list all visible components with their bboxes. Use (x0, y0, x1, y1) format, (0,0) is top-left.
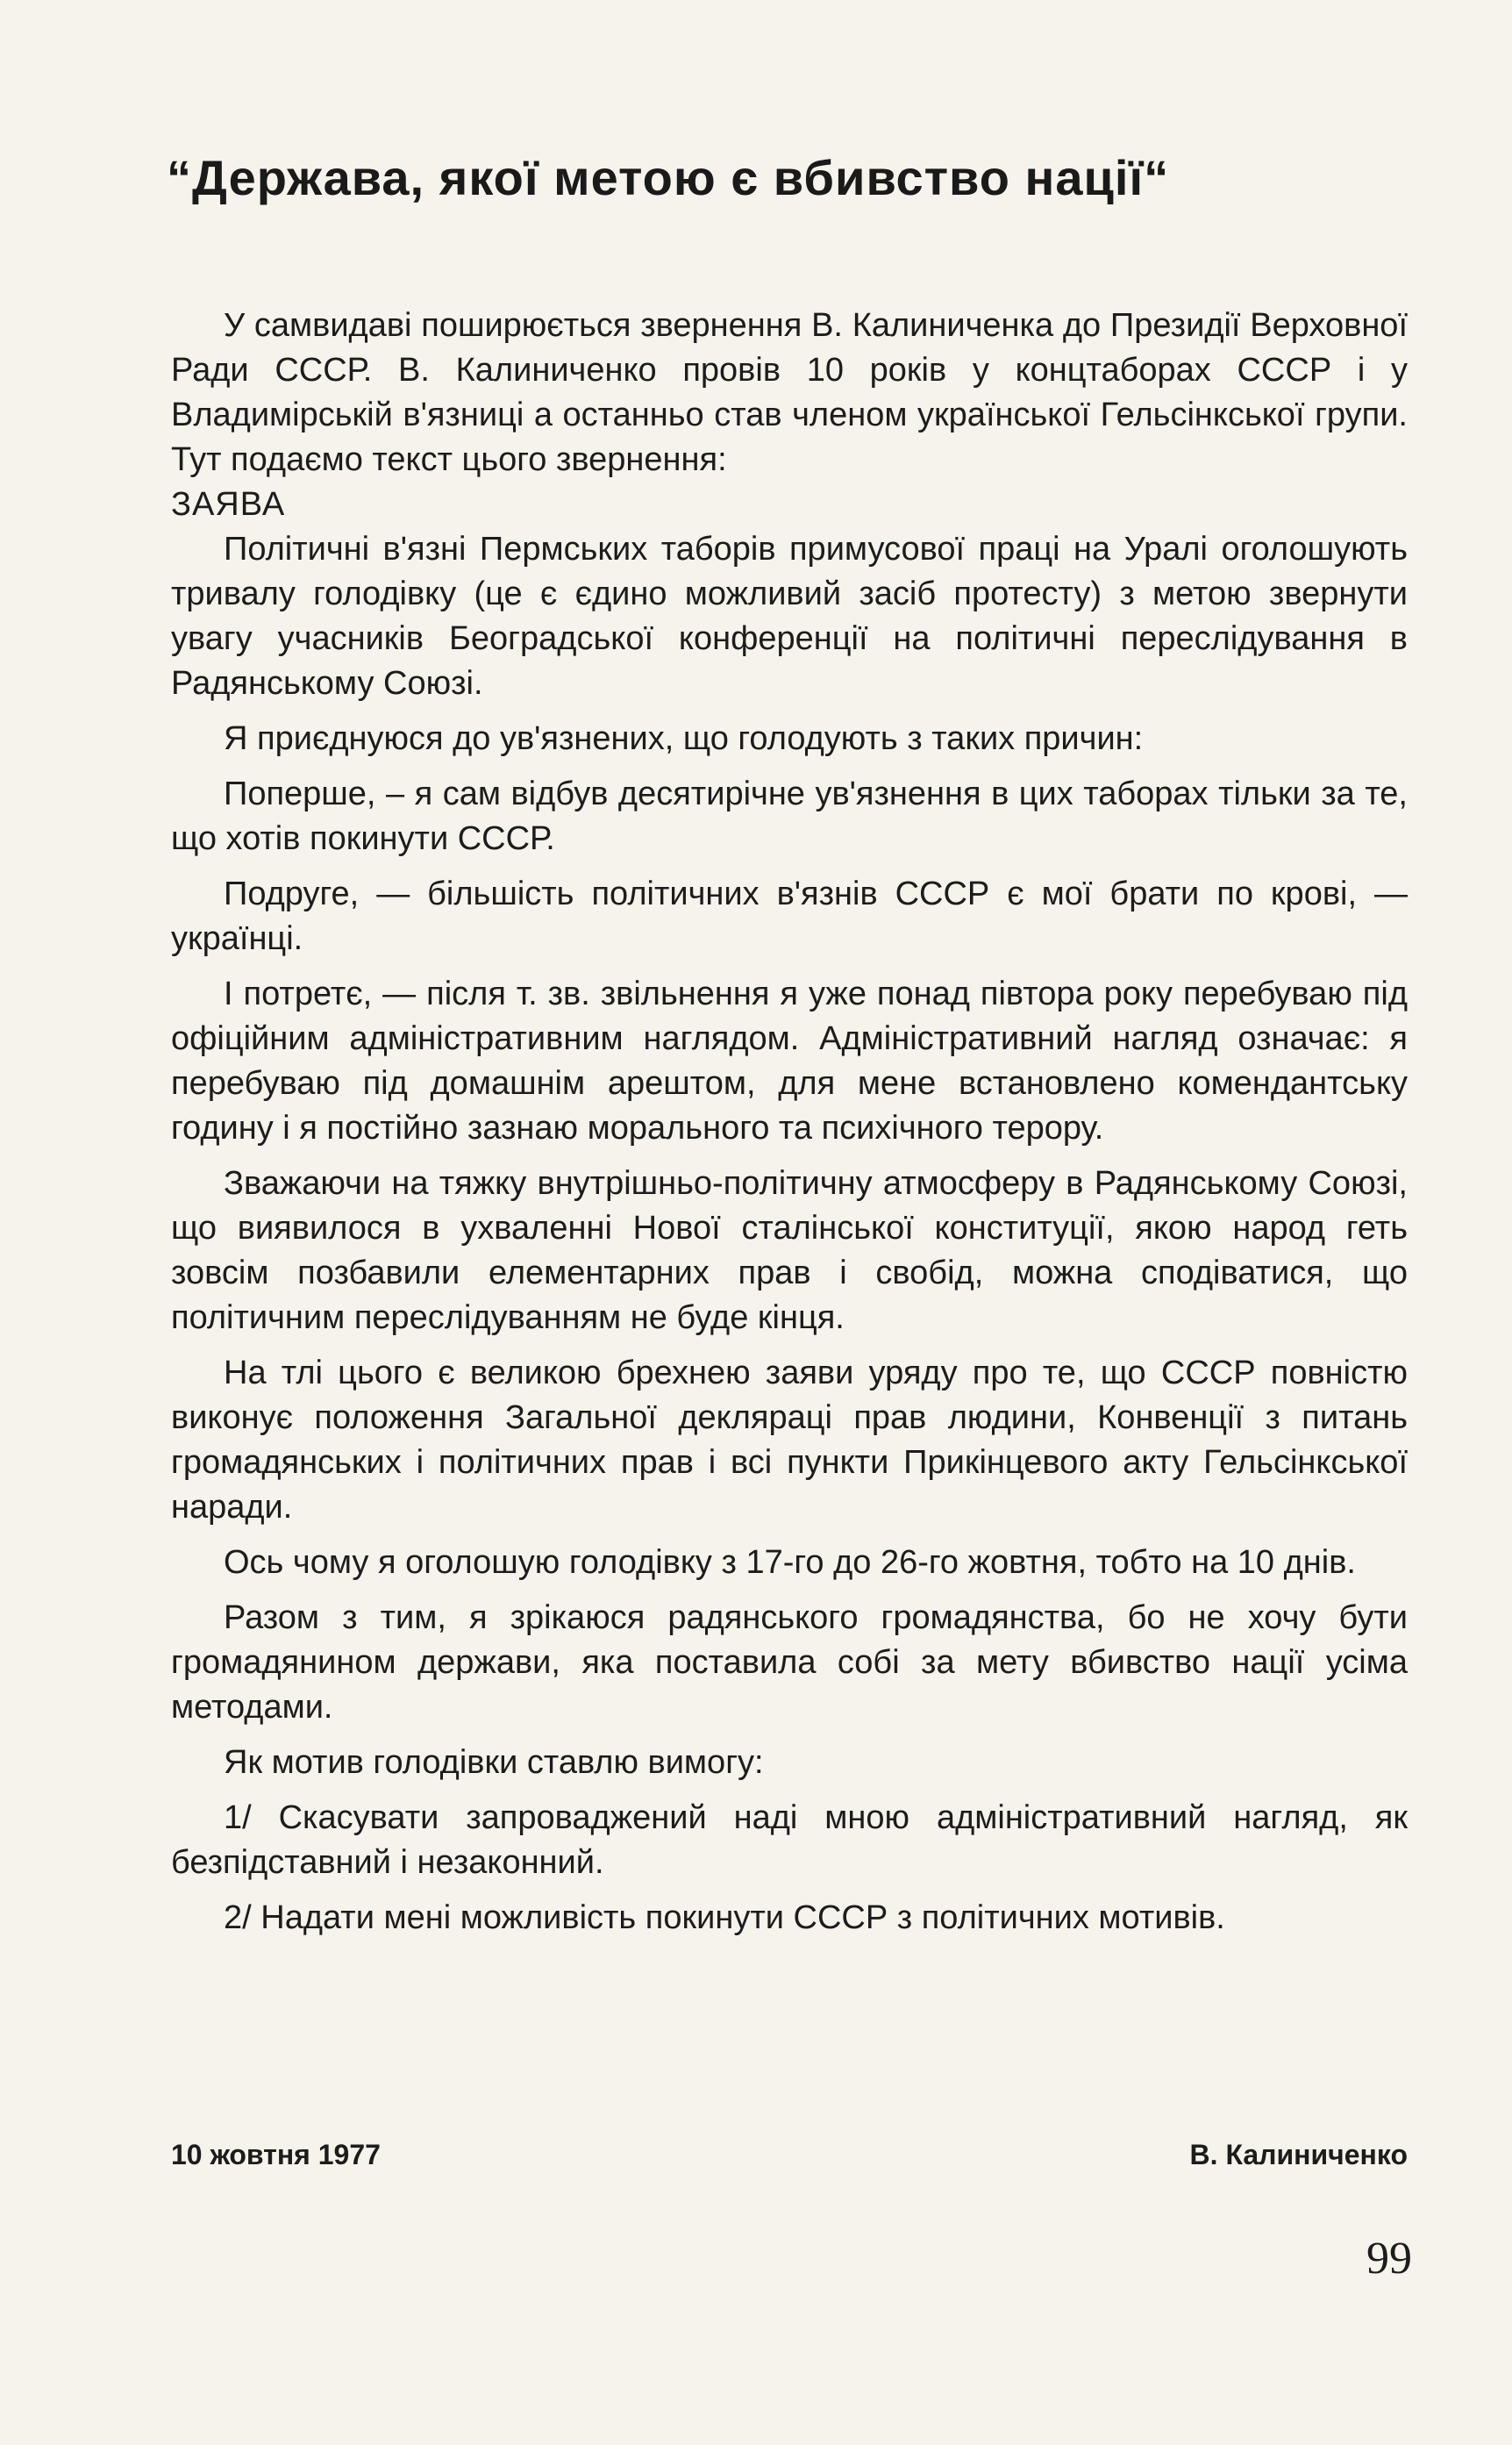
paragraph: Як мотив голодівки ставлю вимогу: (224, 1744, 764, 1781)
paragraph: І потретє, — після т. зв. звільнення я уже понад півтора року перебуваю під офіційним адміністративним наглядом. Адміністративний нагляд означає: я перебуваю під домашнім арештом, для мене встановлено комендантську годину і я постійно зазнаю морального та психічного терору. (171, 976, 1408, 1147)
paragraph: Поперше, – я сам відбув десятирічне ув'язнення в цих таборах тільки за те, що хотів покинути СССР. (171, 776, 1408, 857)
demand-item: 1/ Скасувати запроваджений наді мною адміністративний нагляд, як безпідставний і незаконний. (171, 1799, 1408, 1881)
page-title: “Держава, якої метою є вбивство нації“ (167, 150, 1170, 205)
paragraph: Разом з тим, я зрікаюся радянського громадянства, бо не хочу бути громадянином держави, яка поставила собі за мету вбивство нації усіма методами. (171, 1599, 1408, 1726)
page-number: 99 (1366, 2234, 1412, 2284)
paragraph: Зважаючи на тяжку внутрішньо-політичну атмосферу в Радянському Союзі, що виявилося в ухваленні Нової сталінської конституції, якою народ геть зовсім позбавили елементарних прав і свобід, можна сподіватися, що політичним переслідуванням не буде кінця. (171, 1165, 1408, 1336)
paragraph: Я приєднуюся до ув'язнених, що голодують з таких причин: (224, 720, 1144, 757)
article-body (171, 304, 1408, 1951)
paragraph: Політичні в'язні Пермських таборів примусової праці на Уралі оголошують тривалу голодівку (це є єдино можливий засіб протесту) з метою звернути увагу учасників Београдської конференції на політичні переслідування в Радянському Союзі. (171, 531, 1408, 702)
paragraph: Подруге, — більшість політичних в'язнів СССР є мої брати по крові, — українці. (171, 876, 1408, 957)
signature-line (171, 2139, 1408, 2171)
signature-name: В. Калиниченко (1189, 2139, 1408, 2170)
demand-item: 2/ Надати мені можливість покинути СССР з політичних мотивів. (224, 1899, 1225, 1936)
paragraph: На тлі цього є великою брехнею заяви уряду про те, що СССР повністю виконує положення Загальної декляраці прав людини, Конвенції з питань громадянських і політичних прав і всі пункти Прикінцевого акту Гельсінкської наради. (171, 1355, 1408, 1526)
statement-heading: ЗАЯВА (171, 486, 286, 523)
intro-paragraph: У самвидаві поширюється звернення В. Калиниченка до Президії Верховної Ради СССР. В. Калиниченко провів 10 років у концтаборах СССР і у Владимірській в'язниці а останньо став членом української Гельсінкської групи. Тут подаємо текст цього звернення: (171, 307, 1408, 478)
paragraph: Ось чому я оголошую голодівку з 17-го до 26-го жовтня, тобто на 10 днів. (224, 1544, 1356, 1581)
signature-date: 10 жовтня 1977 (171, 2139, 381, 2170)
